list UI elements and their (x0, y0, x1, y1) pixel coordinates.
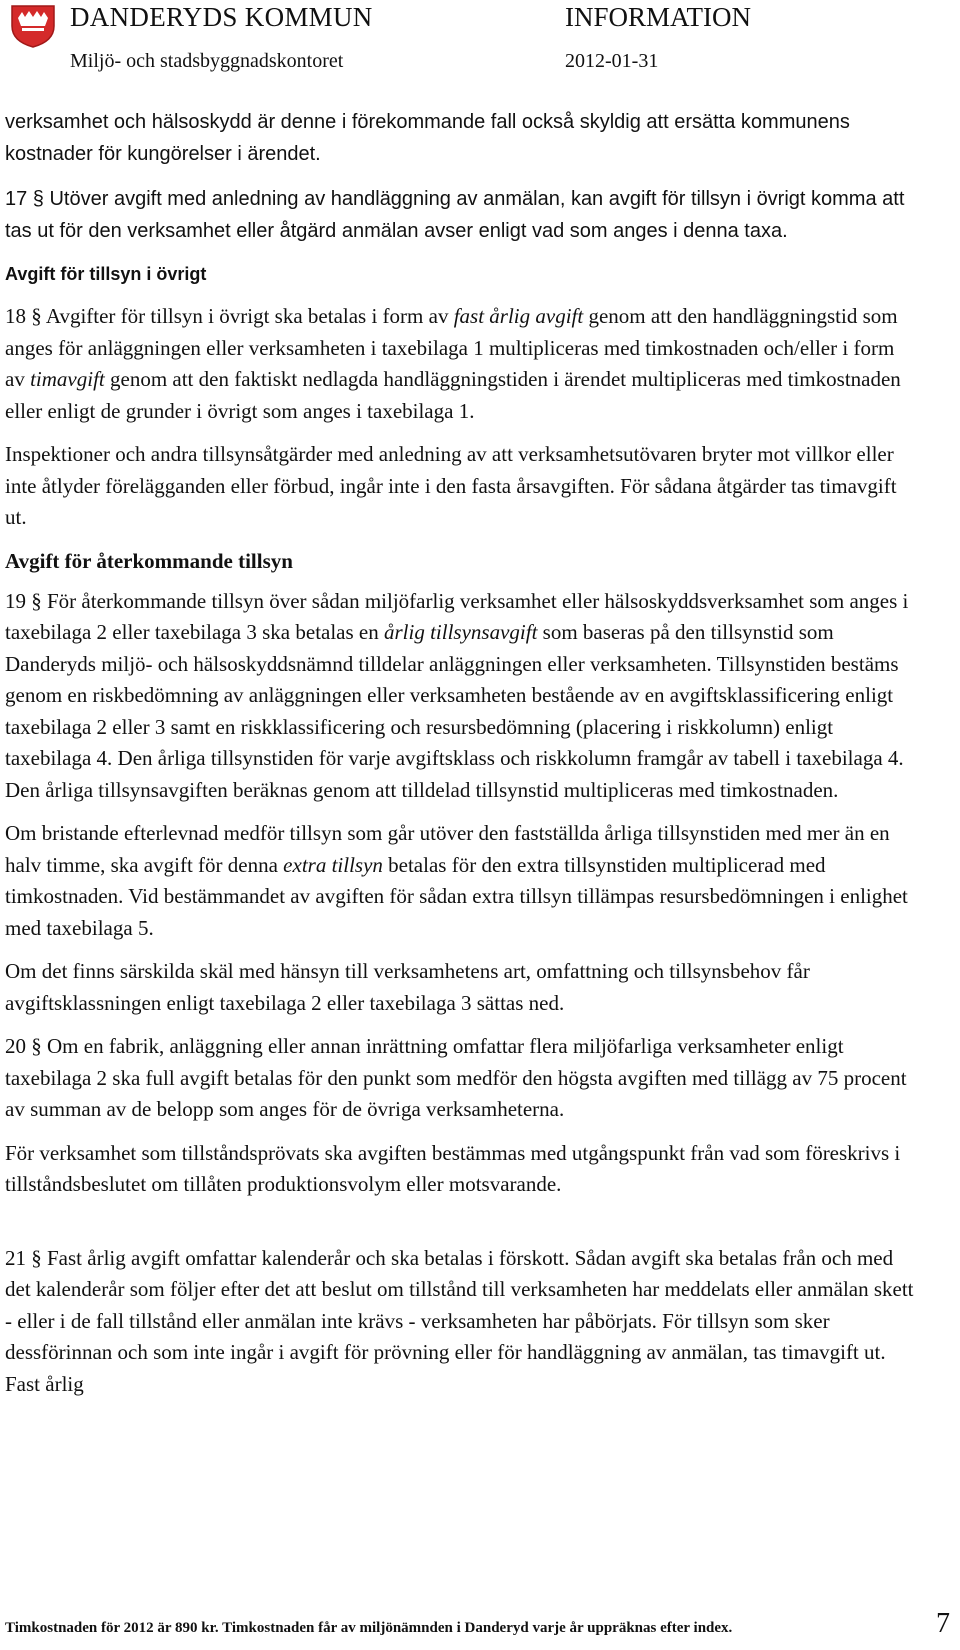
document-body (5, 107, 915, 1412)
section-heading-aterkommande-tillsyn: Avgift för återkommande tillsyn (5, 548, 293, 573)
municipality-coat-of-arms-icon (10, 4, 56, 48)
paragraph-tillstandsprovning: För verksamhet som tillståndsprövats ska avgiften bestämmas med utgångspunkt från vad som föreskrivs i tillståndsbeslutet om tillåten produktionsvolym eller motsvarande. (5, 1140, 901, 1196)
municipality-name: DANDERYDS KOMMUN (70, 2, 373, 32)
paragraph-21: 21 § Fast årlig avgift omfattar kalenderår och ska betalas i förskott. Sådan avgift ska betalas från och med det kalenderår som följer efter det att beslut om tillstånd till verksamheten har meddelats eller anmälan skett - eller i de fall tillstånd eller anmälan inte krävs - verksamheten har påbörjats. För tillsyn som sker dessförinnan och som inte ingår i avgift för prövning eller för handläggning av anmälan, tas timavgift ut. Fast årlig (5, 1245, 914, 1396)
section-heading-tillsyn-ovrigt: Avgift för tillsyn i övrigt (5, 264, 207, 284)
footer-note: Timkostnaden för 2012 är 890 kr. Timkostnaden får av miljönämnden i Danderyd varje år uppräknas efter index. (5, 1620, 733, 1636)
paragraph-17: 17 § Utöver avgift med anledning av handläggning av anmälan, kan avgift för tillsyn i övrigt komma att tas ut för den verksamhet eller åtgärd anmälan avser enligt vad som anges i denna taxa. (5, 188, 905, 242)
paragraph-20: 20 § Om en fabrik, anläggning eller annan inrättning omfattar flera miljöfarliga verksamheter enligt taxebilaga 2 ska full avgift betalas för den punkt som medför den högsta avgiften med tillägg av 75 procent av summan av de belopp som anges för de övriga verksamheterna. (5, 1034, 907, 1121)
paragraph-19: 19 § För återkommande tillsyn över sådan miljöfarlig verksamhet eller hälsoskyddsverksamhet som anges i taxebilaga 2 eller taxebilaga 3 ska betalas en årlig tillsynsavgift som baseras på den tillsynstid som Danderyds miljö- och hälsoskyddsnämnd tilldelar anläggningen eller verksamheten. Tillsynstiden bestäms genom en riskbedömning av anläggningen eller verksamheten bestående av en avgiftsklassificering enligt taxebilaga 2 eller 3 samt en riskklassificering och resursbedömning (placering i riskkolumn) enligt taxebilaga 4. Den årliga tillsynstiden för varje avgiftsklass och riskkolumn framgår av tabell i taxebilaga 4. Den årliga tillsynsavgiften beräknas genom att tilldelad tillsynstid multipliceras med timkostnaden. (5, 588, 909, 802)
paragraph-inspektioner: Inspektioner och andra tillsynsåtgärder med anledning av att verksamhetsutövaren bryter mot villkor eller inte åtlyder förelägganden eller förbud, ingår inte i den fasta årsavgiften. För sådana åtgärder tas timavgift ut. (5, 442, 897, 529)
paragraph-sarskilda-skal: Om det finns särskilda skäl med hänsyn till verksamhetens art, omfattning och tillsynsbehov får avgiftsklassningen enligt taxebilaga 2 eller taxebilaga 3 sättas ned. (5, 959, 810, 1015)
paragraph-bristande-efterlevnad: Om bristande efterlevnad medför tillsyn som går utöver den fastställda årliga tillsynstiden med mer än en halv timme, ska avgift för denna extra tillsyn betalas för den extra tillsynstiden multiplicerad med timkostnaden. Vid bestämmandet av avgiften för sådan extra tillsyn tillämpas resursbedömningen i enlighet med taxebilaga 5. (5, 821, 908, 940)
paragraph-18: 18 § Avgifter för tillsyn i övrigt ska betalas i form av fast årlig avgift genom att den handläggningstid som anges för anläggningen eller verksamheten i taxebilaga 1 multipliceras med timkostnaden och/eller i form av timavgift genom att den faktiskt nedlagda handläggningstiden i ärendet multipliceras med timkostnaden eller enligt de grunder i övrigt som anges i taxebilaga 1. (5, 304, 901, 423)
department-name: Miljö- och stadsbyggnadskontoret (70, 50, 344, 72)
page-header (0, 0, 960, 80)
document-date: 2012-01-31 (565, 50, 659, 72)
document-type: INFORMATION (565, 2, 752, 32)
paragraph-continued: verksamhet och hälsoskydd är denne i förekommande fall också skyldig att ersätta kommunens kostnader för kungörelser i ärendet. (5, 111, 850, 165)
page-number: 7 (936, 1608, 950, 1639)
